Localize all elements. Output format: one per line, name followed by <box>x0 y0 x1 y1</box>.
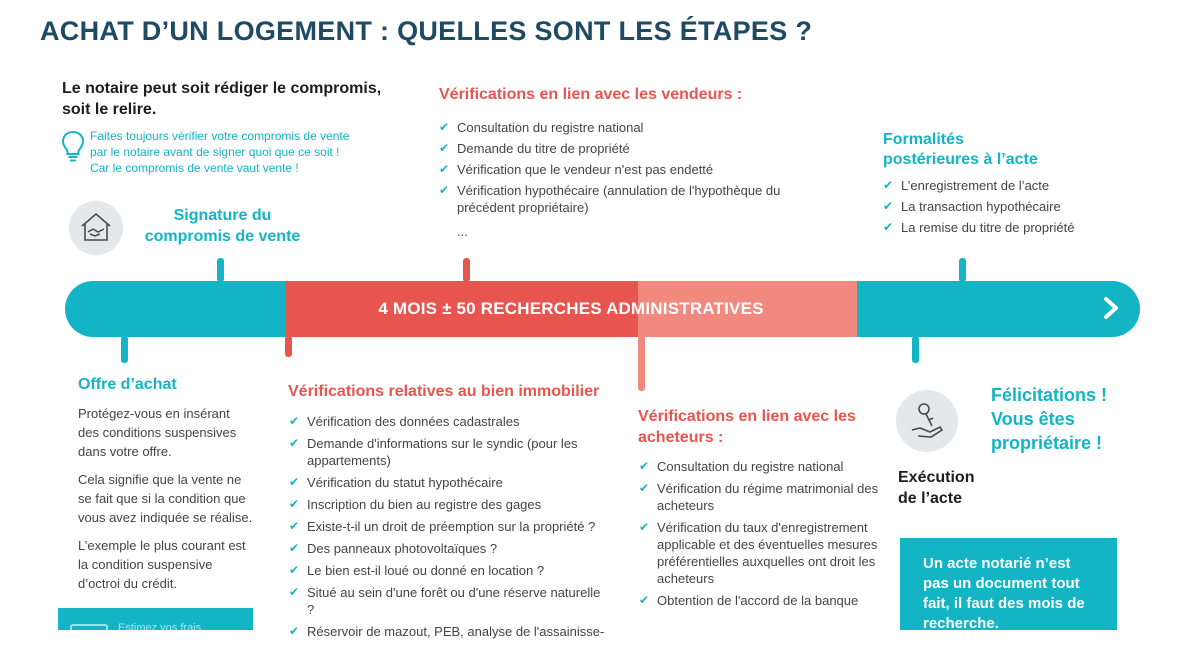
vendeurs-list <box>439 119 784 220</box>
keys-hand-icon <box>896 390 958 452</box>
list-item: ✔ Vérification des données cadastrales <box>289 414 520 429</box>
check-icon: ✔ <box>289 585 300 599</box>
formalites-list <box>883 177 1163 240</box>
timeline-tick-vendeurs <box>463 258 470 282</box>
page-title: ACHAT D’UN LOGEMENT : QUELLES SONT LES ÉTAPES ? <box>40 16 813 46</box>
acheteurs-list <box>639 458 884 614</box>
timeline-tick-formalites <box>959 258 966 282</box>
calculator-icon <box>70 624 108 630</box>
list-item: ✔ Vérification hypothécaire (annulation de l'hypothèque du précédent propriétaire) <box>439 183 781 215</box>
check-icon: ✔ <box>289 541 300 555</box>
list-item: ✔ Le bien est-il loué ou donné en location ? <box>289 563 545 578</box>
bien-list <box>289 413 609 645</box>
list-item: ✔ Situé au sein d'une forêt ou d'une réserve naturelle ? <box>289 585 601 617</box>
list-item: ✔ Vérification du taux d'enregistrement applicable et des éventuelles mesures préférentielles auxquelles ont droit les acheteurs <box>639 520 878 586</box>
keys-hand-icon-circle <box>896 390 958 452</box>
vendeurs-ellipsis: ... <box>457 224 468 239</box>
check-icon: ✔ <box>883 199 894 213</box>
check-icon: ✔ <box>289 497 300 511</box>
execution-label: Exécution de l’acte <box>898 469 975 507</box>
acte-info-box <box>900 538 1117 630</box>
acheteurs-heading: Vérifications en lien avec les acheteurs : <box>638 408 856 446</box>
check-icon: ✔ <box>289 563 300 577</box>
list-item: ✔ Obtention de l'accord de la banque <box>639 593 859 608</box>
check-icon: ✔ <box>289 414 300 428</box>
formalites-heading: Formalités postérieures à l’acte <box>883 131 1038 168</box>
timeline-tick-bien <box>285 336 292 357</box>
house-handshake-icon <box>69 201 123 255</box>
check-icon: ✔ <box>883 220 894 234</box>
list-item: ✔ Demande d'informations sur le syndic (pour les appartements) <box>289 436 578 468</box>
lightbulb-icon <box>60 129 86 165</box>
timeline-label: 4 MOIS ± 50 RECHERCHES ADMINISTRATIVES <box>378 299 764 318</box>
check-icon: ✔ <box>289 475 300 489</box>
felicitations-text: Félicitations ! Vous êtes propriétaire ! <box>991 385 1108 453</box>
timeline-tick-offre <box>121 336 128 363</box>
list-item: ✔ L’enregistrement de l’acte <box>883 178 1050 193</box>
notaire-tip: Faites toujours vérifier votre compromis de vente par le notaire avant de signer quoi que ce soit ! Car le compromis de vente vaut vente ! <box>90 129 350 175</box>
check-icon: ✔ <box>439 162 450 176</box>
list-item: ✔ Des panneaux photovoltaïques ? <box>289 541 498 556</box>
bien-heading: Vérifications relatives au bien immobilier <box>288 383 600 400</box>
check-icon: ✔ <box>883 178 894 192</box>
list-item: ✔ Vérification du régime matrimonial des acheteurs <box>639 481 879 513</box>
timeline-tick-execution <box>912 336 919 363</box>
list-item: ✔ La remise du titre de propriété <box>883 220 1075 235</box>
chevron-right-icon <box>1097 294 1125 322</box>
offre-text: Protégez-vous en insérant des conditions suspensives dans votre offre. Cela signifie que la vente ne se fait que si la condition que vous avez indiquée se réalise. L’exemple le plus courant est la condition suspensive d’octroi du crédit. <box>78 406 253 591</box>
check-icon: ✔ <box>439 141 450 155</box>
check-icon: ✔ <box>289 519 300 533</box>
check-icon: ✔ <box>439 120 450 134</box>
check-icon: ✔ <box>639 520 650 534</box>
list-item: ✔ Réservoir de mazout, PEB, analyse de l'assainisse- <box>289 624 605 639</box>
check-icon: ✔ <box>639 593 650 607</box>
timeline-tick-signature <box>217 258 224 282</box>
offre-heading: Offre d’achat <box>78 376 177 393</box>
list-item: ✔ Vérification que le vendeur n'est pas endetté <box>439 162 714 177</box>
estimate-fees-box[interactable] <box>58 608 253 630</box>
check-icon: ✔ <box>639 459 650 473</box>
vendeurs-heading: Vérifications en lien avec les vendeurs : <box>439 86 743 103</box>
list-item: ✔ Vérification du statut hypothécaire <box>289 475 503 490</box>
acte-info-text: Un acte notarié n’est pas un document tout fait, il faut des mois de recherche. <box>923 555 1085 630</box>
timeline-tick-acheteurs <box>638 336 645 391</box>
list-item: ✔ Inscription du bien au registre des gages <box>289 497 542 512</box>
check-icon: ✔ <box>289 436 300 450</box>
notaire-heading: Le notaire peut soit rédiger le compromis, soit le relire. <box>62 80 382 118</box>
check-icon: ✔ <box>439 183 450 197</box>
check-icon: ✔ <box>289 624 300 638</box>
list-item: ✔ Existe-t-il un droit de préemption sur la propriété ? <box>289 519 596 534</box>
check-icon: ✔ <box>639 481 650 495</box>
list-item: ✔ La transaction hypothécaire <box>883 199 1061 214</box>
list-item: ✔ Consultation du registre national <box>439 120 644 135</box>
house-handshake-icon-circle <box>69 201 123 255</box>
list-item: ✔ Consultation du registre national <box>639 459 844 474</box>
signature-label: Signature du compromis de vente <box>144 207 301 245</box>
estimate-fees-label: Estimez vos frais <box>118 622 202 630</box>
list-item: ✔ Demande du titre de propriété <box>439 141 630 156</box>
